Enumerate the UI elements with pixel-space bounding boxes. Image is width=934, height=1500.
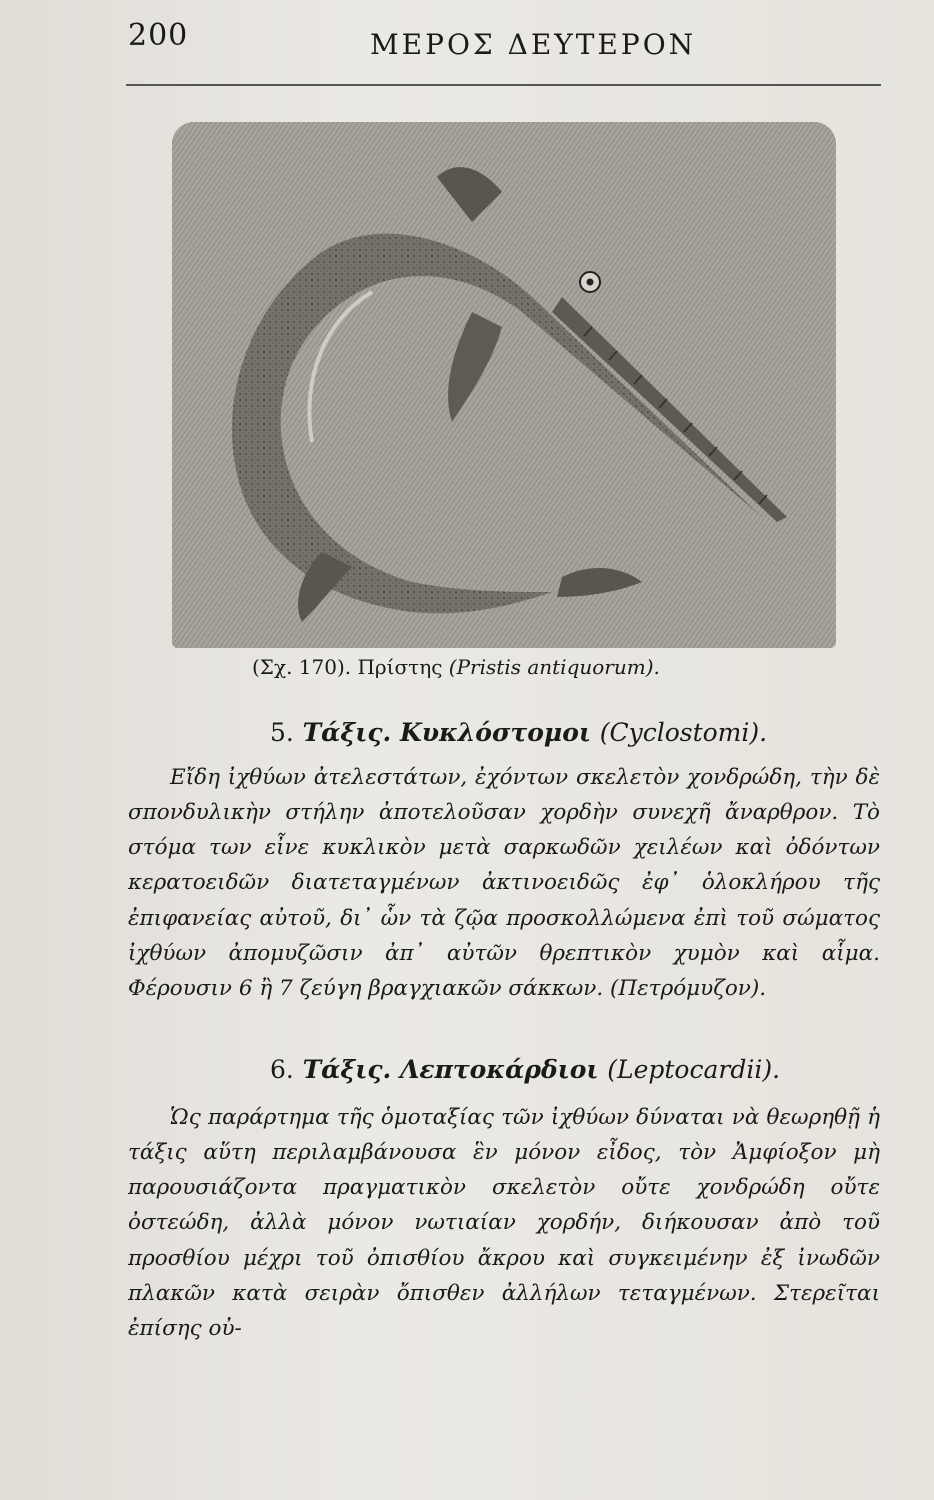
section-6-number: 6.	[270, 1055, 294, 1084]
page-number: 200	[128, 18, 189, 53]
section-6-heading	[270, 1055, 780, 1084]
caption-figure-ref: (Σχ. 170).	[252, 655, 352, 679]
section-5-taxis: Τάξις.	[302, 718, 392, 747]
header-rule	[126, 84, 881, 86]
section-6-paragraph: Ὡς παράρτημα τῆς ὁμοταξίας τῶν ἰχθύων δύναται νὰ θεωρηθῇ ἡ τάξις αὕτη περιλαμβάνουσα ἓν μόνον εἶδος, τὸν Ἀμφίοξον μὴ παρουσιάζοντα πραγματικὸν σκελετὸν οὔτε χονδρώδη οὔτε ὀστεώδη, ἀλλὰ μόνον νωτιαίαν χορδήν, διήκουσαν ἀπὸ τοῦ προσθίου μέχρι τοῦ ὀπισθίου ἄκρου καὶ συγκειμένην ἐξ ἰνωδῶν πλακῶν κατὰ σειρὰν ὄπισθεν ἀλλήλων τεταγμένων. Στερεῖται ἐπίσης οὐ-	[128, 1104, 880, 1342]
section-5-latin: (Cyclostomi).	[599, 718, 768, 747]
section-6-name: Λεπτοκάρδιοι	[399, 1055, 599, 1084]
page-header	[0, 18, 934, 78]
caption-greek-name: Πρίστης	[357, 655, 443, 679]
section-6-latin: (Leptocardii).	[607, 1055, 781, 1084]
caption-latin-name: (Pristis antiquorum).	[448, 655, 660, 679]
figure-caption	[252, 655, 660, 679]
running-title: ΜΕΡΟΣ ΔΕΥΤΕΡΟΝ	[370, 28, 697, 61]
sawfish-engraving	[172, 122, 836, 648]
section-5-name: Κυκλόστομοι	[399, 718, 591, 747]
section-6-taxis: Τάξις.	[302, 1055, 392, 1084]
section-5-paragraph: Εἴδη ἰχθύων ἀτελεστάτων, ἐχόντων σκελετὸν χονδρώδη, τὴν δὲ σπονδυλικὴν στήλην ἀποτελοῦσαν χορδὴν συνεχῆ ἄναρθρον. Τὸ στόμα των εἶνε κυκλικὸν μετὰ σαρκωδῶν χειλέων καὶ ὀδόντων κερατοειδῶν διατεταγμένων ἀκτινοειδῶς ἐφ᾽ ὁλοκλήρου τῆς ἐπιφανείας αὐτοῦ, δι᾽ ὧν τὰ ζῷα προσκολλώμενα ἐπὶ τοῦ σώματος ἰχθύων ἀπομυζῶσιν ἀπ᾽ αὐτῶν θρεπτικὸν χυμὸν καὶ αἷμα. Φέρουσιν 6 ἢ 7 ζεύγη βραγχιακῶν σάκκων. (Πετρόμυζον).	[128, 764, 880, 1002]
section-5-heading	[270, 718, 767, 747]
section-5-number: 5.	[270, 718, 294, 747]
sawfish-illustration	[172, 122, 836, 648]
